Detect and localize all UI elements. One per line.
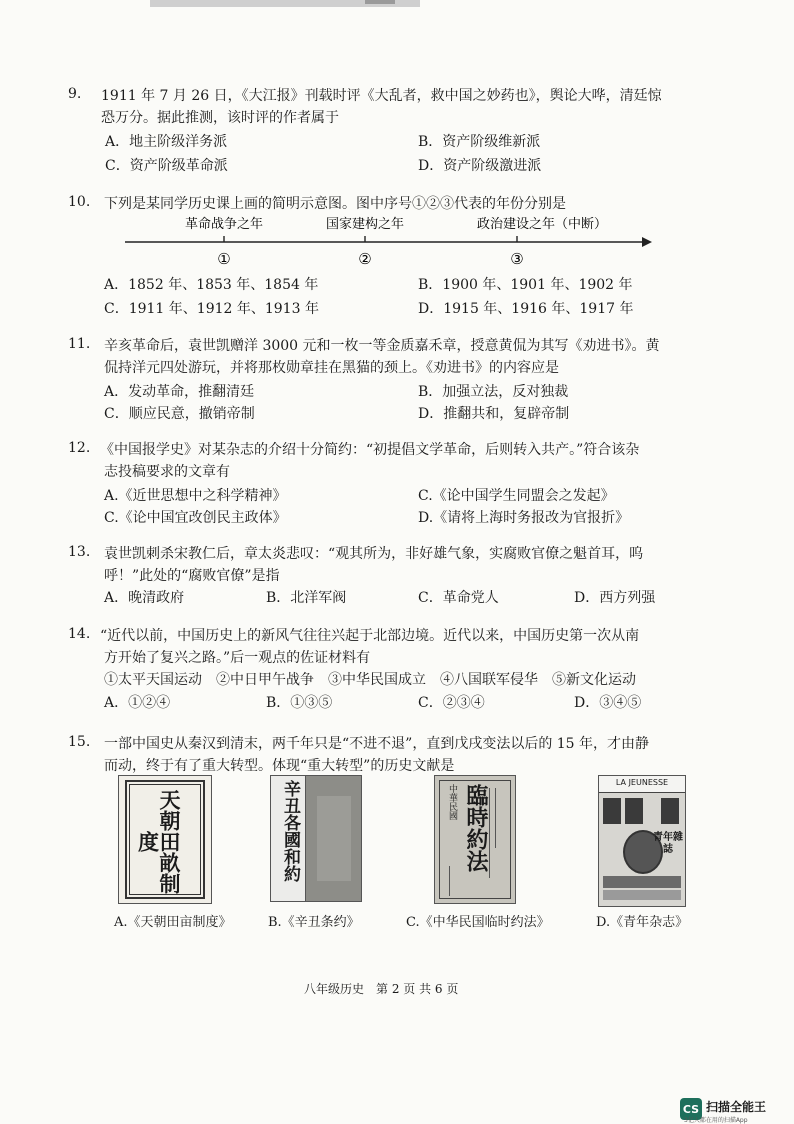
document-image-qingnian-zazhi [598, 775, 686, 907]
q15-stem-line2: 而动，终于有了重大转型。体现“重大转型”的历史文献是 [104, 758, 455, 774]
document-image-linshi-yuefa-title: 臨時約法 [463, 784, 489, 872]
q14-stem-line1: “近代以前，中国历史上的新风气往往兴起于北部边境。近代以来，中国历史第一次从南 [100, 628, 640, 644]
q12-number: 12. [68, 440, 91, 456]
q13-option-d: D．西方列强 [574, 590, 656, 606]
document-image-xinchou-title: 辛丑各國和約 [280, 780, 300, 882]
document-image-qingnian-zazhi-title: 青年雜誌 [653, 832, 683, 855]
q15-option-a: A.《天朝田亩制度》 [114, 915, 232, 930]
q11-stem-line1: 辛亥革命后，袁世凯赠洋 3000 元和一枚一等金质嘉禾章，授意黄侃为其写《劝进书》。黄 [104, 338, 660, 354]
q9-option-b: B．资产阶级维新派 [418, 134, 541, 150]
q10-option-a: A．1852 年、1853 年、1854 年 [104, 277, 319, 293]
q12-stem-line2: 志投稿要求的文章有 [104, 464, 230, 480]
q11-option-b: B．加强立法，反对独裁 [418, 384, 569, 400]
q11-number: 11. [68, 336, 91, 352]
q9-option-d: D．资产阶级激进派 [418, 158, 542, 174]
timeline-label-2: 国家建构之年 [325, 217, 405, 232]
camscanner-logo-icon: CS [680, 1098, 702, 1120]
q15-option-d: D.《青年杂志》 [596, 915, 689, 930]
q12-option-b: C.《论中国学生同盟会之发起》 [418, 488, 615, 504]
q12-option-c: C.《论中国宜改创民主政体》 [104, 510, 287, 526]
q14-option-c: C．②③④ [418, 695, 485, 711]
q9-number: 9. [68, 86, 82, 102]
top-edge-artifact-dark [365, 0, 395, 4]
q15-option-b: B.《辛丑条约》 [268, 915, 360, 930]
camscanner-name: 扫描全能王 [706, 1100, 767, 1114]
timeline-arrowhead [642, 237, 652, 247]
q11-stem-line2: 侃持洋元四处游玩，并将那枚勋章挂在黑猫的颈上。《劝进书》的内容应是 [104, 360, 559, 376]
q15-stem-line1: 一部中国史从秦汉到清末，两千年只是“不进不退”，直到戊戌变法以后的 15 年，才由静 [104, 736, 650, 752]
timeline-marker-3: ③ [510, 250, 524, 268]
q14-number: 14. [68, 626, 91, 642]
document-image-linshi-yuefa-subtitle: 中華民國 [447, 784, 457, 820]
document-image-xinchou [270, 775, 362, 902]
q11-option-a: A．发动革命，推翻清廷 [104, 384, 255, 400]
q9-stem-line1: 1911 年 7 月 26 日，《大江报》刊载时评《大乱者，救中国之妙药也》，舆论大哗，清廷惊 [101, 88, 662, 104]
q15-option-c: C.《中华民国临时约法》 [406, 915, 550, 930]
document-image-tianchao-title: 天朝田畝制度 [135, 788, 182, 894]
camscanner-tagline: 3亿人都在用的扫描App [684, 1117, 748, 1124]
q12-option-d: D.《请将上海时务报改为官报折》 [418, 510, 630, 526]
q13-number: 13. [68, 544, 91, 560]
page-footer: 八年级历史 第 2 页 共 6 页 [304, 982, 459, 996]
document-image-tianchao [118, 775, 212, 904]
q9-option-a: A．地主阶级洋务派 [105, 134, 228, 150]
q10-option-d: D．1915 年、1916 年、1917 年 [418, 301, 634, 317]
q14-option-a: A．①②④ [104, 695, 171, 711]
q14-items: ①太平天国运动 ②中日甲午战争 ③中华民国成立 ④八国联军侵华 ⑤新文化运动 [104, 672, 636, 688]
timeline-label-3: 政治建设之年（中断） [476, 217, 608, 232]
q14-option-d: D．③④⑤ [574, 695, 642, 711]
timeline-diagram [122, 216, 662, 276]
q10-option-c: C．1911 年、1912 年、1913 年 [104, 301, 319, 317]
q13-stem-line2: 呼！”此处的“腐败官僚”是指 [104, 568, 280, 584]
q14-option-b: B．①③⑤ [266, 695, 333, 711]
q13-option-b: B．北洋军阀 [266, 590, 347, 606]
q11-option-d: D．推翻共和，复辟帝制 [418, 406, 570, 422]
q10-stem: 下列是某同学历史课上画的简明示意图。图中序号①②③代表的年份分别是 [104, 196, 566, 212]
document-image-qingnian-zazhi-header: LA JEUNESSE [615, 778, 669, 787]
q12-stem-line1: 《中国报学史》对某杂志的介绍十分简约：“初提倡文学革命，后则转入共产。”符合该杂 [100, 442, 640, 458]
timeline-label-1: 革命战争之年 [184, 217, 264, 232]
q13-option-c: C．革命党人 [418, 590, 499, 606]
q9-option-c: C．资产阶级革命派 [105, 158, 228, 174]
q12-option-a: A.《近世思想中之科学精神》 [104, 488, 287, 504]
q9-stem-line2: 恐万分。据此推测，该时评的作者属于 [101, 110, 339, 126]
q14-stem-line2: 方开始了复兴之路。”后一观点的佐证材料有 [104, 650, 371, 666]
timeline-marker-2: ② [358, 250, 372, 268]
q13-option-a: A．晚清政府 [104, 590, 185, 606]
q15-number: 15. [68, 734, 91, 750]
q10-number: 10. [68, 194, 91, 210]
q10-option-b: B．1900 年、1901 年、1902 年 [418, 277, 633, 293]
q13-stem-line1: 袁世凯刺杀宋教仁后，章太炎悲叹：“观其所为，非好雄气象，实腐败官僚之魁首耳，呜 [104, 546, 644, 562]
q11-option-c: C．顺应民意，撤销帝制 [104, 406, 255, 422]
document-image-linshi-yuefa [434, 775, 516, 904]
timeline-marker-1: ① [217, 250, 231, 268]
